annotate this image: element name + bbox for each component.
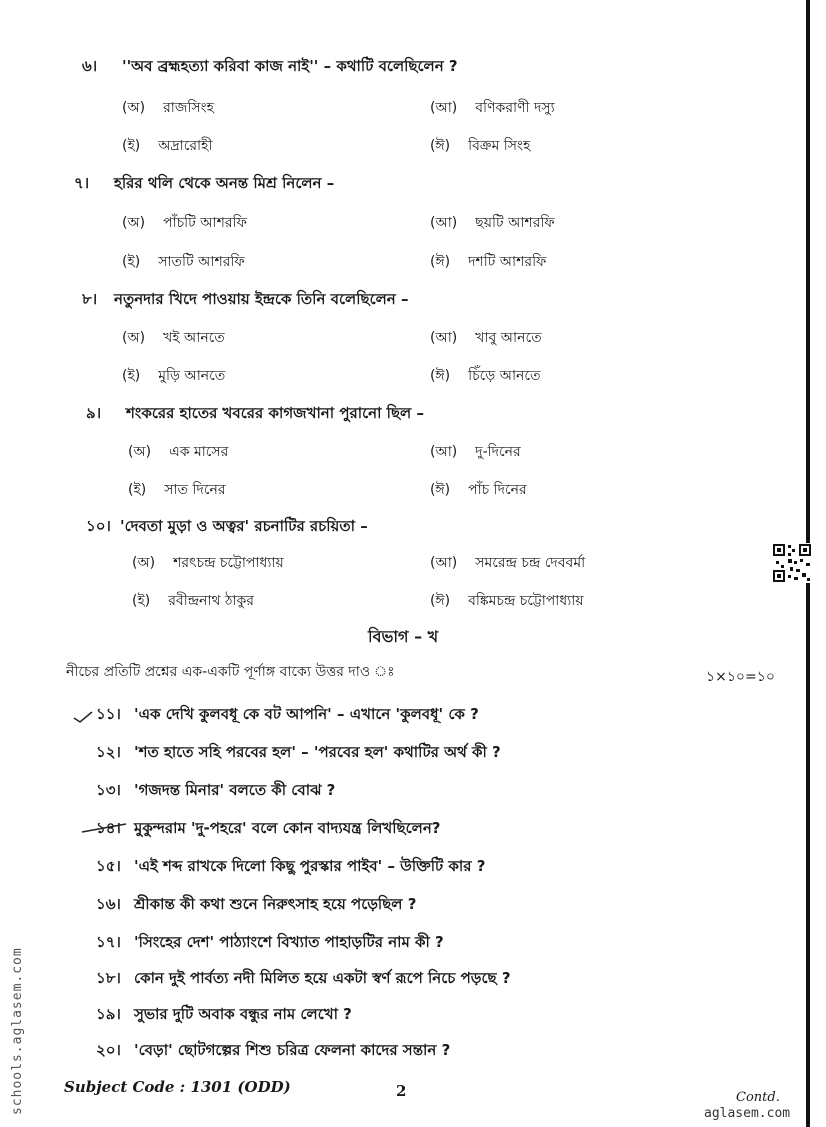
question-13: ১৩। 'গজদন্ত মিনার' বলতে কী বোঝ ? — [96, 781, 336, 799]
qr-code-icon — [772, 543, 812, 583]
option-10d: (ঈ) বঙ্কিমচন্দ্র চট্টোপাধ্যায় — [430, 593, 584, 609]
section-b-instruction: নীচের প্রতিটি প্রশ্নের এক-একটি পূর্ণাঙ্গ বাক্যে উত্তর দাও ঃ — [66, 664, 395, 680]
question-20: ২০। 'বেড়া' ছোটগল্পের শিশু চরিত্র ফেলনা কাদের সন্তান ? — [96, 1041, 451, 1059]
option-6b: (আ) বণিকরাণী দস্যু — [430, 100, 555, 116]
pen-mark-icon — [72, 710, 94, 724]
question-9: ৯। শংকরের হাতের খবরের কাগজখানা পুরানো ছিল – — [86, 404, 424, 422]
contd-label: Contd. — [736, 1090, 780, 1105]
question-19: ১৯। সুভার দুটি অবাক বন্ধুর নাম লেখো ? — [96, 1005, 352, 1023]
side-watermark: schools.aglasem.com — [10, 947, 25, 1115]
subject-code: Subject Code : 1301 (ODD) — [64, 1078, 291, 1096]
option-9c: (ই) সাত দিনের — [128, 482, 226, 498]
option-7b: (আ) ছয়টি আশরফি — [430, 215, 555, 231]
question-15: ১৫। 'এই শব্দ রাখকে দিলো কিছু পুরস্কার পাইব' – উক্তিটি কার ? — [96, 857, 486, 875]
section-b-heading: বিভাগ – খ — [368, 627, 439, 646]
option-7a: (অ) পাঁচটি আশরফি — [122, 215, 247, 231]
option-7c: (ই) সাতটি আশরফি — [122, 254, 245, 270]
question-10: ১০। 'দেবতা মুড়া ও অত্বর' রচনাটির রচয়িতা – — [86, 517, 368, 535]
question-6: ৬। ''অব ব্রহ্মহত্যা করিবা কাজ নাই'' – কথাটি বলেছিলেন ? — [82, 57, 458, 75]
option-6d: (ঈ) বিক্রম সিংহ — [430, 138, 531, 154]
question-16: ১৬। শ্রীকান্ত কী কথা শুনে নিরুৎসাহ হয়ে পড়েছিল ? — [96, 895, 417, 913]
option-8d: (ঈ) চিঁড়ে আনতে — [430, 368, 541, 384]
option-10b: (আ) সমরেন্দ্র চন্দ্র দেববর্মা — [430, 555, 586, 571]
option-7d: (ঈ) দশটি আশরফি — [430, 254, 547, 270]
question-8: ৮। নতুনদার খিদে পাওয়ায় ইন্দ্রকে তিনি বলেছিলেন – — [82, 290, 409, 308]
option-9a: (অ) এক মাসের — [128, 444, 229, 460]
question-18: ১৮। কোন দুই পার্বত্য নদী মিলিত হয়ে একটা স্বর্ণ রূপে নিচে পড়ছে ? — [96, 969, 511, 987]
option-8c: (ই) মুড়ি আনতে — [122, 368, 226, 384]
option-8a: (অ) খই আনতে — [122, 330, 225, 346]
question-14: ১৪। মুকুন্দরাম 'দু-পহরে' বলে কোন বাদ্যযন্ত্র লিখছিলেন? — [96, 819, 441, 837]
section-b-marks: ১×১০=১০ — [706, 669, 775, 685]
question-12: ১২। 'শত হাতে সহি পরবের হল' – 'পরবের হল' কথাটির অর্থ কী ? — [96, 743, 501, 761]
option-9b: (আ) দু-দিনের — [430, 444, 521, 460]
pen-mark-icon — [80, 820, 130, 834]
option-10c: (ই) রবীন্দ্রনাথ ঠাকুর — [132, 593, 255, 609]
question-11: ১১। 'এক দেখি কুলবধূ কে বট আপনি' – এখানে 'কুলবধূ' কে ? — [96, 705, 479, 723]
question-7: ৭। হরির থলি থেকে অনন্ত মিশ্র নিলেন – — [74, 174, 335, 192]
option-6c: (ই) অদ্রারোহী — [122, 138, 213, 154]
site-watermark: aglasem.com — [704, 1106, 791, 1121]
question-17: ১৭। 'সিংহের দেশ' পাঠ্যাংশে বিখ্যাত পাহাড়টির নাম কী ? — [96, 933, 444, 951]
option-9d: (ঈ) পাঁচ দিনের — [430, 482, 527, 498]
option-10a: (অ) শরৎচন্দ্র চট্টোপাধ্যায় — [132, 555, 284, 571]
option-8b: (আ) খাবু আনতে — [430, 330, 542, 346]
option-6a: (অ) রাজসিংহ — [122, 100, 214, 116]
page-number: 2 — [396, 1082, 407, 1100]
